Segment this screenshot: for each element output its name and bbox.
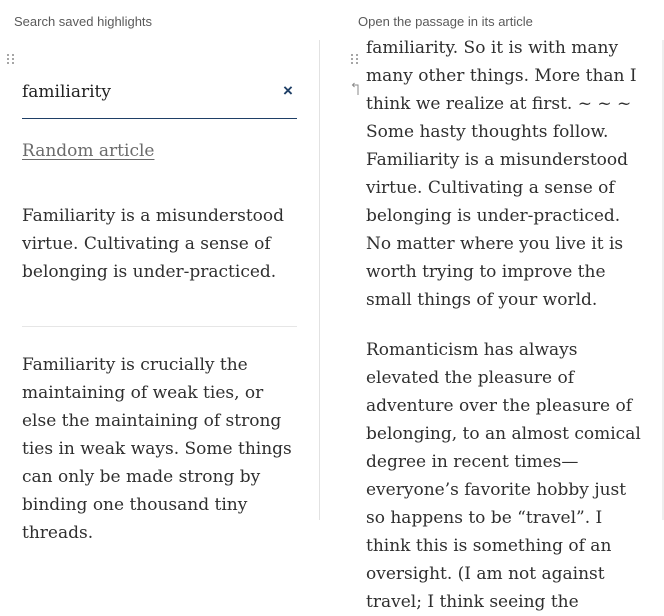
article-paragraph: Romanticism has always elevated the pleasure of adventure over the pleasure of belonging, to an almost comical degree in recent times—everyone’s favorite hobby just so happens to be “travel”. I think this is something of an oversight. (I am not against travel; I think seeing the [366,340,641,612]
highlight-item[interactable]: Familiarity is crucially the maintaining of weak ties, or else the maintaining of strong ties in weak ways. Some things can only be made strong by binding one thousand tiny threads. [22,355,292,543]
highlight-search-field [22,78,297,119]
drag-handle-icon[interactable] [7,54,15,66]
search-caption: Search saved highlights [14,14,153,29]
close-icon[interactable]: × [283,81,293,100]
article-passage [366,34,650,616]
pane-divider [319,40,320,520]
article-paragraph: familiarity. So it is with many many other things. More than I think we realize at first. ~ ~ ~ Some hasty thoughts follow. Familiarity is a misunderstood virtue. Cultivating a sense of belonging is under-practiced. No matter where you live it is worth trying to improve the small things of your world. [366,38,637,310]
search-input[interactable] [22,78,262,106]
random-article-link[interactable]: Random article [22,141,155,161]
highlight-item[interactable]: Familiarity is a misunderstood virtue. Cultivating a sense of belonging is under-practiced. [22,206,285,282]
return-arrow-icon[interactable] [350,82,360,96]
highlight-separator [22,326,297,327]
drag-handle-icon[interactable] [351,54,359,66]
open-passage-caption: Open the passage in its article [358,14,533,29]
